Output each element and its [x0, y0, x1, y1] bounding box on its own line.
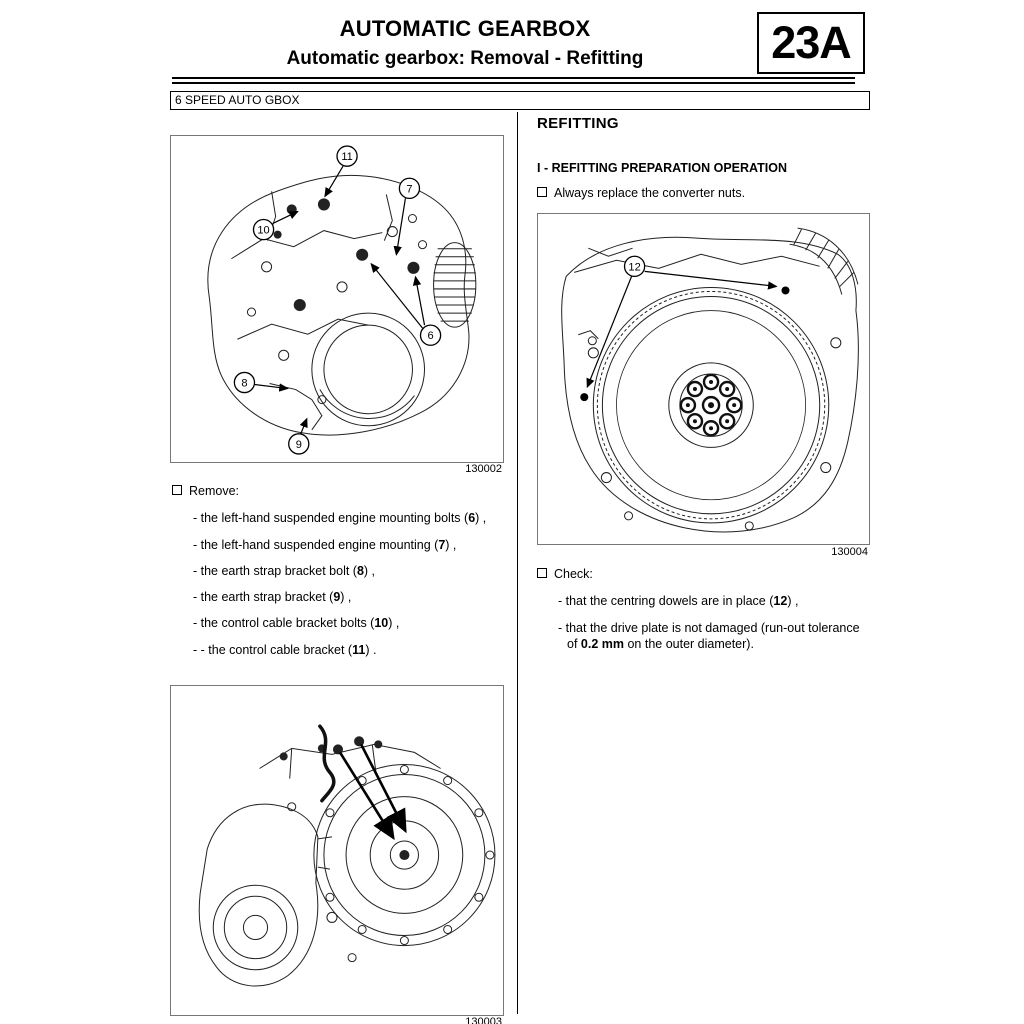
- hub-center: [399, 850, 409, 860]
- svg-text:12: 12: [628, 261, 641, 274]
- list-item: - - the control cable bracket (11) .: [193, 642, 377, 657]
- svg-text:10: 10: [257, 224, 270, 237]
- list-item: - the left-hand suspended engine mounting bolts (6) ,: [193, 511, 487, 526]
- check-items: [549, 593, 865, 652]
- page-subtitle: Automatic gearbox: Removal - Refitting: [286, 48, 644, 69]
- bolt-heads: [274, 198, 420, 311]
- check-label: Check:: [554, 567, 593, 581]
- note-text: Always replace the converter nuts.: [554, 186, 746, 200]
- pointer-arrows: [340, 744, 405, 838]
- remove-items: [184, 510, 500, 658]
- check-heading: [537, 566, 870, 582]
- figure-number-130004: 130004: [831, 546, 868, 558]
- refitting-heading: REFITTING: [537, 115, 619, 132]
- variant-label: 6 SPEED AUTO GBOX: [175, 93, 300, 107]
- svg-text:7: 7: [406, 183, 413, 196]
- drive-plate-drawing: [538, 214, 869, 544]
- gearbox-side-view-drawing: [171, 686, 503, 1015]
- remove-section: [172, 483, 504, 668]
- svg-text:9: 9: [295, 438, 302, 451]
- list-item: - that the centring dowels are in place (12) ,: [558, 594, 799, 609]
- list-item: - the earth strap bracket bolt (8) ,: [193, 563, 376, 578]
- section-code-box: [757, 12, 865, 74]
- callout-6: [371, 264, 440, 345]
- figure-number-130002: 130002: [465, 463, 502, 475]
- checkbox-icon: [537, 187, 547, 197]
- callout-11: [325, 146, 357, 196]
- callout-12: [587, 256, 776, 387]
- cable: [320, 726, 334, 800]
- list-item: - the left-hand suspended engine mounting (7) ,: [193, 537, 457, 552]
- figure-130002: [170, 135, 504, 463]
- remove-label: Remove:: [189, 484, 240, 498]
- callout-8: [234, 372, 287, 392]
- hub-bolt-centers: [686, 380, 736, 430]
- page-title: AUTOMATIC GEARBOX: [339, 16, 591, 41]
- centring-dowel-left: [580, 393, 588, 401]
- refitting-subheading: I - REFITTING PREPARATION OPERATION: [537, 161, 787, 175]
- list-item: - the control cable bracket bolts (10) ,: [193, 616, 400, 631]
- section-code: 23A: [771, 17, 851, 68]
- list-item: - the earth strap bracket (9) ,: [193, 590, 352, 604]
- figure-130004: [537, 213, 870, 545]
- svg-text:11: 11: [341, 151, 353, 164]
- callout-9: [289, 419, 309, 454]
- svg-text:6: 6: [427, 330, 434, 343]
- header-rule: [172, 77, 855, 84]
- remove-heading: [172, 483, 504, 499]
- column-divider: [517, 112, 518, 1014]
- list-item: - that the drive plate is not damaged (run-out tolerance of 0.2 mm on the outer diameter).: [558, 620, 860, 651]
- figure-130003: [170, 685, 504, 1016]
- variant-strip: [170, 91, 870, 110]
- gearbox-top-view-drawing: [171, 136, 503, 462]
- figure-number-130003: 130003: [465, 1016, 502, 1024]
- check-section: [537, 566, 870, 662]
- svg-text:8: 8: [241, 377, 248, 390]
- checkbox-icon: [537, 568, 547, 578]
- converter-nuts-note: [537, 185, 867, 201]
- centring-dowel-right: [781, 286, 789, 294]
- checkbox-icon: [172, 485, 182, 495]
